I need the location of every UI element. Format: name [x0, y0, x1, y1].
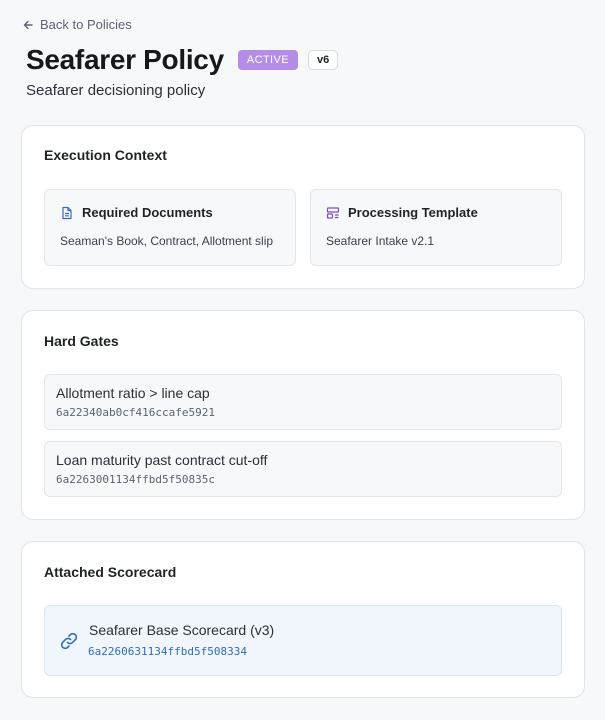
- required-documents-box: [44, 189, 296, 266]
- processing-template-box: [310, 189, 562, 266]
- scorecard-id: 6a2260631134ffbd5f508334: [88, 645, 247, 658]
- arrow-left-icon: [22, 19, 34, 31]
- link-icon: [59, 631, 79, 651]
- status-badge: ACTIVE: [238, 50, 298, 70]
- hard-gates-title: Hard Gates: [44, 333, 119, 349]
- hard-gates-card: [21, 310, 585, 520]
- back-to-policies-link[interactable]: [22, 17, 132, 32]
- processing-template-header: [326, 205, 478, 220]
- page-subtitle: Seafarer decisioning policy: [26, 82, 206, 99]
- hard-gate-item[interactable]: [44, 441, 562, 497]
- title-row: [26, 44, 338, 76]
- page-title: Seafarer Policy: [26, 44, 224, 75]
- execution-context-card: [21, 125, 585, 289]
- template-icon: [326, 206, 340, 220]
- required-documents-value: Seaman's Book, Contract, Allotment slip: [60, 234, 274, 248]
- hard-gate-item[interactable]: [44, 374, 562, 430]
- attached-scorecard-card: [21, 541, 585, 698]
- hard-gate-id: 6a22340ab0cf416ccafe5921: [56, 406, 215, 419]
- hard-gate-name: Loan maturity past contract cut-off: [56, 452, 268, 468]
- required-documents-header: [60, 205, 213, 220]
- document-icon: [60, 206, 74, 220]
- scorecard-name: Seafarer Base Scorecard (v3): [89, 622, 275, 638]
- execution-context-title: Execution Context: [44, 147, 167, 163]
- attached-scorecard-title: Attached Scorecard: [44, 564, 177, 580]
- processing-template-label: Processing Template: [348, 205, 478, 220]
- version-badge: v6: [308, 50, 338, 70]
- hard-gate-id: 6a2263001134ffbd5f50835c: [56, 473, 215, 486]
- attached-scorecard-link[interactable]: [44, 605, 562, 676]
- hard-gate-name: Allotment ratio > line cap: [56, 385, 210, 401]
- required-documents-label: Required Documents: [82, 205, 213, 220]
- back-link-label: Back to Policies: [40, 17, 132, 32]
- processing-template-value: Seafarer Intake v2.1: [326, 234, 435, 248]
